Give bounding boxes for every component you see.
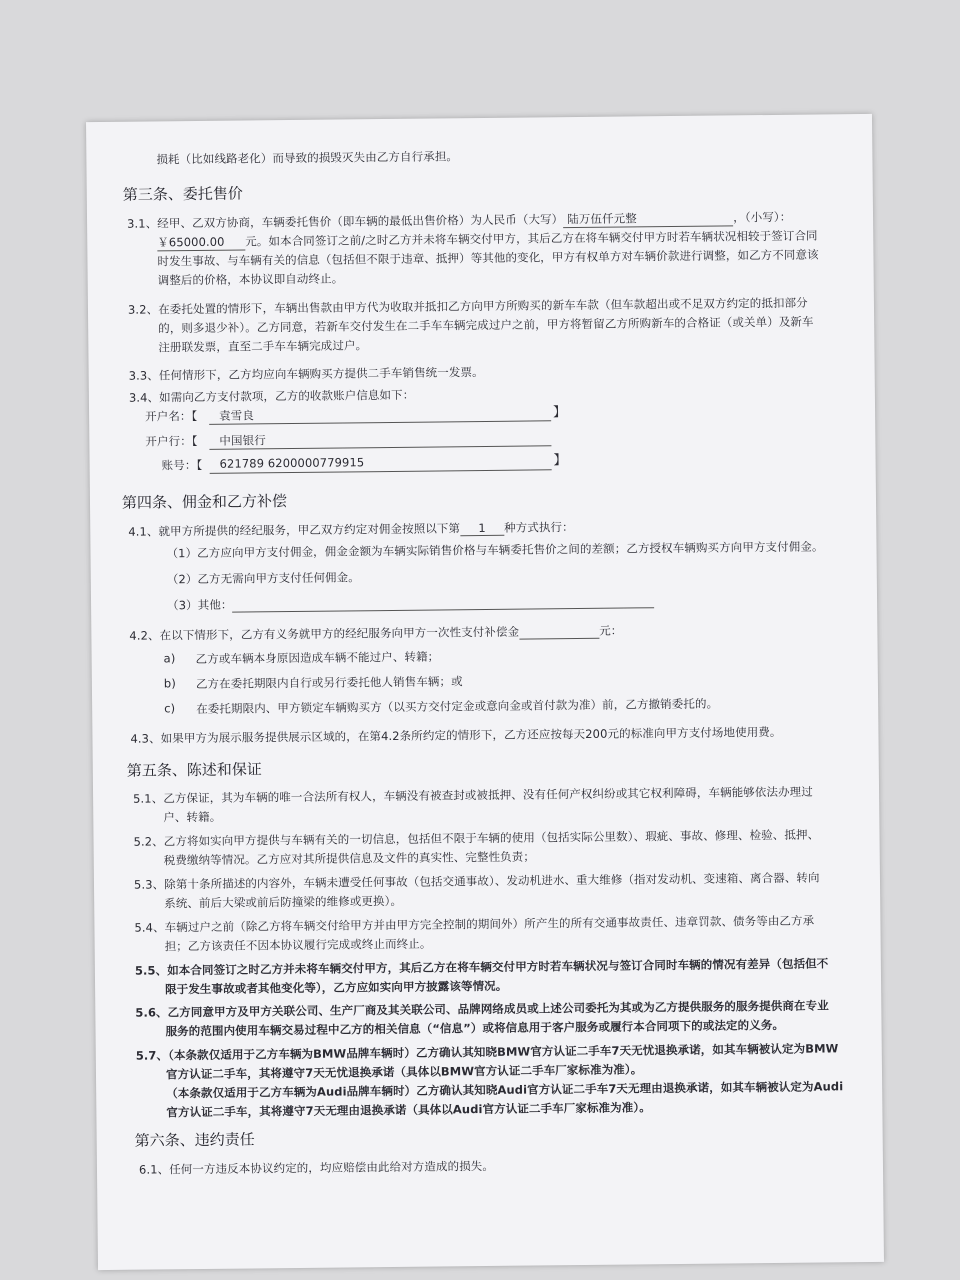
clause-5-4-line-1: 5.4、车辆过户之前（除乙方将车辆交付给甲方并由甲方完全控制的期间外）所产生的所有交通事故责任、违章罚款、债务等由乙方承 <box>134 913 815 935</box>
clause-5-5-line-1: 5.5、如本合同签订之时乙方并未将车辆交付甲方，其后乙方在将车辆交付甲方时若车辆状况与签订合同时车辆的情况有差异（包括但不 <box>134 956 829 978</box>
clause-5-7-line-4: 官方认证二手车，其将遵守7天无理由退换承诺（具体以Audi官方认证二手车厂家标准为准）。 <box>166 1100 651 1120</box>
clause-3-4: 3.4、如需向乙方支付款项，乙方的收款账户信息如下： <box>128 387 415 405</box>
account-name-underline <box>209 420 551 425</box>
clause-3-1-text-c: 元。如本合同签订之前/之时乙方并未将车辆交付甲方，其后乙方在将车辆交付甲方时若车辆状况相较于签订合同 <box>245 228 818 249</box>
option-3-label: （3）其他： <box>167 597 233 613</box>
account-bank-label: 开户行：【 <box>145 433 198 449</box>
clause-4-1-text-b: 种方式执行： <box>504 520 574 535</box>
clause-5-4-line-2: 担；乙方该责任不因本协议履行完成或终止而终止。 <box>164 936 432 954</box>
item-a-mark: a) <box>163 651 176 666</box>
account-bank-value: 中国银行 <box>219 433 266 448</box>
section-5-title: 第五条、陈述和保证 <box>126 760 262 780</box>
clause-5-1-line-1: 5.1、乙方保证，其为车辆的唯一合法所有权人，车辆没有被查封或被抵押、没有任何产权纠纷或其它权利障碍，车辆能够依法办理过 <box>133 784 813 806</box>
clause-5-7-line-1: 5.7、（本条款仅适用于乙方车辆为BMW品牌车辆时）乙方确认其知晓BMW官方认证二手车7天无忧退换承诺，如其车辆被认定为BMW <box>135 1041 839 1063</box>
option-3-blank <box>232 593 654 612</box>
compensation-blank <box>519 624 599 640</box>
section-4-title: 第四条、佣金和乙方补偿 <box>121 492 288 512</box>
section-3-title: 第三条、委托售价 <box>122 184 243 204</box>
amount-in-figures: ￥65000.00 <box>157 233 245 251</box>
item-c-text: 在委托期限内、甲方锁定车辆购买方（以买方交付定金或意向金或首付款为准）前，乙方撤销委托的。 <box>196 696 719 717</box>
clause-5-5-line-2: 限于发生事故或者其他变化等），乙方应如实向甲方披露该等情况。 <box>165 978 508 997</box>
account-number-bracket: 】 <box>553 453 567 469</box>
clause-3-2-line-3: 注册联发票，直至二手车车辆完成过户。 <box>158 338 368 355</box>
item-c-mark: c) <box>164 701 176 716</box>
section-6-title: 第六条、违约责任 <box>134 1130 255 1150</box>
clause-3-2-line-2: 的，则多退少补）。乙方同意，若新车交付发生在二手车车辆完成过户之前，甲方将暂留乙方所购新车的合格证（或关单）及新车 <box>158 314 814 336</box>
contract-page <box>86 114 884 1270</box>
clause-4-1-text-a: 4.1、就甲方所提供的经纪服务，甲乙双方约定对佣金按照以下第 <box>128 521 461 539</box>
clause-5-6-line-1: 5.6、乙方同意甲方及甲方关联公司、生产厂商及其关联公司、品牌网络成员或上述公司委托为其或为乙方提供服务的服务提供商在专业 <box>135 998 829 1020</box>
clause-5-2-line-1: 5.2、乙方将如实向甲方提供与车辆有关的一切信息，包括但不限于车辆的使用（包括实际公里数）、瑕疵、事故、修理、检验、抵押、 <box>133 827 820 849</box>
clause-3-3: 3.3、任何情形下，乙方均应向车辆购买方提供二手车销售统一发票。 <box>128 364 484 383</box>
clause-4-2-text-b: 元： <box>599 623 623 638</box>
clause-4-2-text-a: 4.2、在以下情形下，乙方有义务就甲方的经纪服务向甲方一次性支付补偿金 <box>129 624 520 643</box>
clause-5-7-line-2: 官方认证二手车，其将遵守7天无忧退换承诺（具体以BMW官方认证二手车厂家标准为准）。 <box>165 1062 643 1082</box>
option-2: （2）乙方无需向甲方支付任何佣金。 <box>166 570 360 587</box>
clause-3-1-text-a: 3.1、经甲、乙双方协商，车辆委托售价（即车辆的最低出售价格）为人民币（大写） <box>127 212 564 231</box>
option-3 <box>167 592 655 613</box>
clause-4-2 <box>129 623 622 644</box>
account-number-value: 621789 6200000779915 <box>219 455 365 471</box>
item-a-text: 乙方或车辆本身原因造成车辆不能过户、转籍； <box>195 649 440 667</box>
clause-3-1-line-4: 调整后的价格，本协议即自动终止。 <box>157 271 344 288</box>
clause-5-3-line-2: 系统、前后大梁或前后防撞梁的维修或更换）。 <box>164 893 403 911</box>
clause-5-7-line-3: （本条款仅适用于乙方车辆为Audi品牌车辆时）乙方确认其知晓Audi官方认证二手车7天无理由退换承诺，如其车辆被认定为Audi <box>166 1079 844 1101</box>
amount-in-words: 陆万伍仟元整 <box>563 209 733 228</box>
item-b-text: 乙方在委托期限内自行或另行委托他人销售车辆；或 <box>195 674 463 692</box>
clause-3-2-line-1: 3.2、在委托处置的情形下，车辆出售款由甲方代为收取并抵扣乙方向甲方所购买的新车车款（但车款超出或不足双方约定的抵扣部分 <box>127 295 808 317</box>
account-name-value: 袁雪良 <box>219 408 254 423</box>
intro-line: 损耗（比如线路老化）而导致的损毁灭失由乙方自行承担。 <box>156 149 459 167</box>
clause-5-6-line-2: 服务的范围内使用车辆交易过程中乙方的相关信息（“信息”）或将信息用于客户服务或履行本合同项下的或法定的义务。 <box>165 1017 785 1039</box>
clause-5-2-line-2: 税费缴纳等情况。乙方应对其所提供信息及文件的真实性、完整性负责； <box>163 849 536 868</box>
clause-3-1-text-b: ，（小写）： <box>733 209 792 225</box>
account-name-bracket: 】 <box>553 405 567 421</box>
account-number-label: 账号：【 <box>161 457 203 473</box>
clause-3-1-line-3: 时发生事故、与车辆有关的信息（包括但不限于违章、抵押）等其他的变化，甲方有权单方对车辆价款进行调整，如乙方不同意该 <box>157 247 819 269</box>
item-b-mark: b) <box>163 676 176 691</box>
commission-option-choice: 1 <box>460 521 504 536</box>
account-name-label: 开户名：【 <box>145 408 198 424</box>
clause-5-1-line-2: 户、转籍。 <box>163 809 222 825</box>
option-1: （1）乙方应向甲方支付佣金，佣金金额为车辆实际销售价格与车辆委托售价之间的差额；乙方授权车辆购买方向甲方支付佣金。 <box>166 539 824 561</box>
clause-5-3-line-1: 5.3、除第十条所描述的内容外，车辆未遭受任何事故（包括交通事故）、发动机进水、重大维修（指对发动机、变速箱、离合器、转向 <box>133 870 820 892</box>
clause-4-3: 4.3、如果甲方为展示服务提供展示区域的，在第4.2条所约定的情形下，乙方还应按每天200元的标准向甲方支付场地使用费。 <box>130 724 782 746</box>
clause-6-1: 6.1、任何一方违反本协议约定的，均应赔偿由此给对方造成的损失。 <box>138 1158 495 1177</box>
clause-4-1 <box>128 519 574 540</box>
